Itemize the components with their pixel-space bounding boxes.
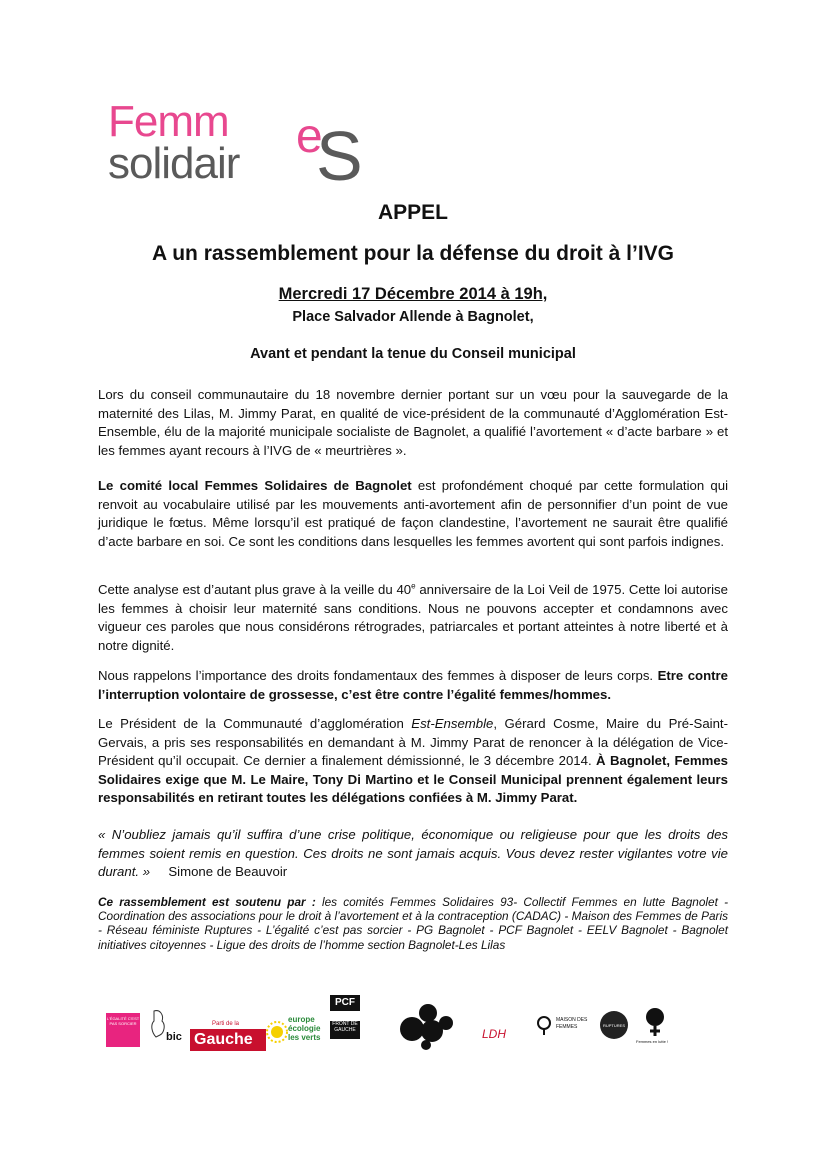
paragraph-5-b: , Gérard Cosme, Maire du Pré-Saint-Gervais, a pris ses responsabilités en demandant à M. Jimmy Parat de renoncer à la délégation de Vice-Président qu’il occupait. Ce dernier a finalement démissionné, le 3 décembre 2014.: [98, 716, 728, 769]
front-gauche-label: FRONT DE GAUCHE: [330, 1021, 360, 1039]
paragraph-2: [98, 477, 728, 551]
parti-gauche-logo: [190, 1021, 266, 1051]
svg-text:S: S: [316, 117, 363, 192]
svg-text:solidair: solidair: [108, 139, 240, 188]
paragraph-3-sup: e: [411, 581, 416, 591]
quote-text: « N’oubliez jamais qu’il suffira d’une crise politique, économique ou religieuse pour que les droits des femmes soient remis en question. Ces droits ne sont jamais acquis. Vous devez rester vigilantes votre vie durant. »: [98, 827, 728, 880]
parti-gauche-label: Gauche: [194, 1031, 253, 1048]
ldh-label: LDH: [482, 1027, 507, 1041]
femmes-solidaires-logo-graphic: [104, 92, 384, 192]
supporters-text: les comités Femmes Solidaires 93- Collectif Femmes en lutte Bagnolet - Coordination des associations pour le droit à l’avortement et à la contraception (CADAC) - Maison des Femmes de Paris - Réseau féministe Ruptures - L’égalité c’est pas sorcier - PG Bagnolet - PCF Bagnolet - EELV Bagnolet - Bagnolet initiatives citoyennes - Ligue des droits de l’homme section Bagnolet-Les Lilas: [98, 895, 728, 952]
fist-venus-icon: [642, 1007, 668, 1037]
beauvoir-quote: [98, 826, 728, 882]
partner-logos: [100, 995, 700, 1055]
femmes-en-lutte-logo: [636, 1007, 676, 1047]
paragraph-5-italic: Est-Ensemble: [411, 716, 494, 731]
paragraph-5-bold: À Bagnolet, Femmes Solidaires exige que M. Le Maire, Tony Di Martino et le Conseil Municipal prennent également leurs responsabilités en retirant toutes les délégations confiées à M. Jimmy Parat.: [98, 753, 728, 806]
bic-logo: [146, 1007, 186, 1047]
ldh-logo: [480, 1013, 524, 1047]
pcf-logo: [330, 995, 360, 1043]
svg-text:e: e: [296, 110, 323, 163]
egalite-logo-text: L'ÉGALITÉ C'EST PAS SORCIER: [106, 1016, 140, 1026]
eelv-logo: [266, 1015, 324, 1049]
eelv-line3: les verts: [288, 1033, 321, 1042]
sun-icon: [266, 1021, 288, 1043]
cadac-circles-icon: [398, 1001, 454, 1051]
femmes-lutte-label: Femmes en lutte !: [636, 1039, 669, 1044]
svg-text:Femm: Femm: [108, 97, 229, 146]
event-place: Place Salvador Allende à Bagnolet,: [292, 309, 534, 325]
paragraph-5: [98, 715, 728, 808]
eelv-line2: écologie: [288, 1024, 321, 1033]
appel-title: APPEL: [377, 201, 448, 224]
paragraph-4-text: Nous rappelons l’importance des droits fondamentaux des femmes à disposer de leurs corps.: [98, 668, 658, 683]
paragraph-3-b: anniversaire de la Loi Veil de 1975. Cette loi autorise les femmes à choisir leur maternité sans conditions. Nous ne pouvons accepter et condamnons avec vigueur ces paroles que nous considérons rétrogrades, patriarcales et portant atteintes à notre liberté et à notre dignité.: [98, 582, 728, 653]
eelv-line1: europe: [288, 1015, 315, 1024]
paragraph-4-bold: Etre contre l’interruption volontaire de grossesse, c’est être contre l’égalité femmes/hommes.: [98, 668, 728, 702]
ruptures-logo: [600, 1011, 628, 1039]
paragraph-2-bold: Le comité local Femmes Solidaires de Bagnolet: [98, 478, 412, 493]
maison-label: MAISON DES FEMMES: [556, 1017, 588, 1030]
paragraph-2-text: est profondément choqué par cette formulation qui renvoit au vocabulaire utilisé par les mouvements anti-avortement afin de personnifier d’un point de vue juridique le fœtus. Même lorsqu’il est pratiqué de façon clandestine, l’avortement ne saurait être qualifié d’acte barbare en soi. Ce sont les conditions dans lesquelles les femmes avortent qui sont parfois indignes.: [98, 478, 728, 549]
paragraph-3: [98, 581, 728, 655]
document-subtitle: A un rassemblement pour la défense du droit à l’IVG: [152, 242, 674, 265]
paragraph-4: [98, 667, 728, 704]
event-date: Mercredi 17 Décembre 2014 à 19h,: [278, 285, 548, 303]
egalite-logo: [106, 1013, 140, 1047]
bic-label: bic: [166, 1031, 182, 1043]
supporters-bold: Ce rassemblement est soutenu par :: [98, 895, 316, 909]
quote-author: Simone de Beauvoir: [150, 864, 288, 880]
ruptures-label: RUPTURES: [602, 1023, 625, 1028]
parti-gauche-top: Parti de la: [212, 1021, 240, 1027]
supporters-paragraph: [98, 895, 728, 952]
venus-icon: [534, 1015, 554, 1035]
maison-femmes-logo: [534, 1011, 598, 1041]
event-context: Avant et pendant la tenue du Conseil municipal: [250, 346, 576, 362]
pcf-label: PCF: [330, 995, 360, 1011]
paragraph-1: Lors du conseil communautaire du 18 novembre dernier portant sur un vœu pour la sauvegarde de la maternité des Lilas, M. Jimmy Parat, en qualité de vice-président de la communauté d’Agglomération Est-Ensemble, élu de la majorité municipale socialiste de Bagnolet, a qualifié l’avortement « d’acte barbare » et les femmes ayant recours à l’IVG de « meurtrières ».: [98, 387, 728, 458]
paragraph-5-a: Le Président de la Communauté d’agglomération: [98, 716, 412, 731]
cadac-logo: [398, 1001, 454, 1051]
paragraph-3-a: Cette analyse est d’autant plus grave à la veille du 40: [98, 582, 412, 597]
femmes-solidaires-logo: [104, 92, 384, 192]
